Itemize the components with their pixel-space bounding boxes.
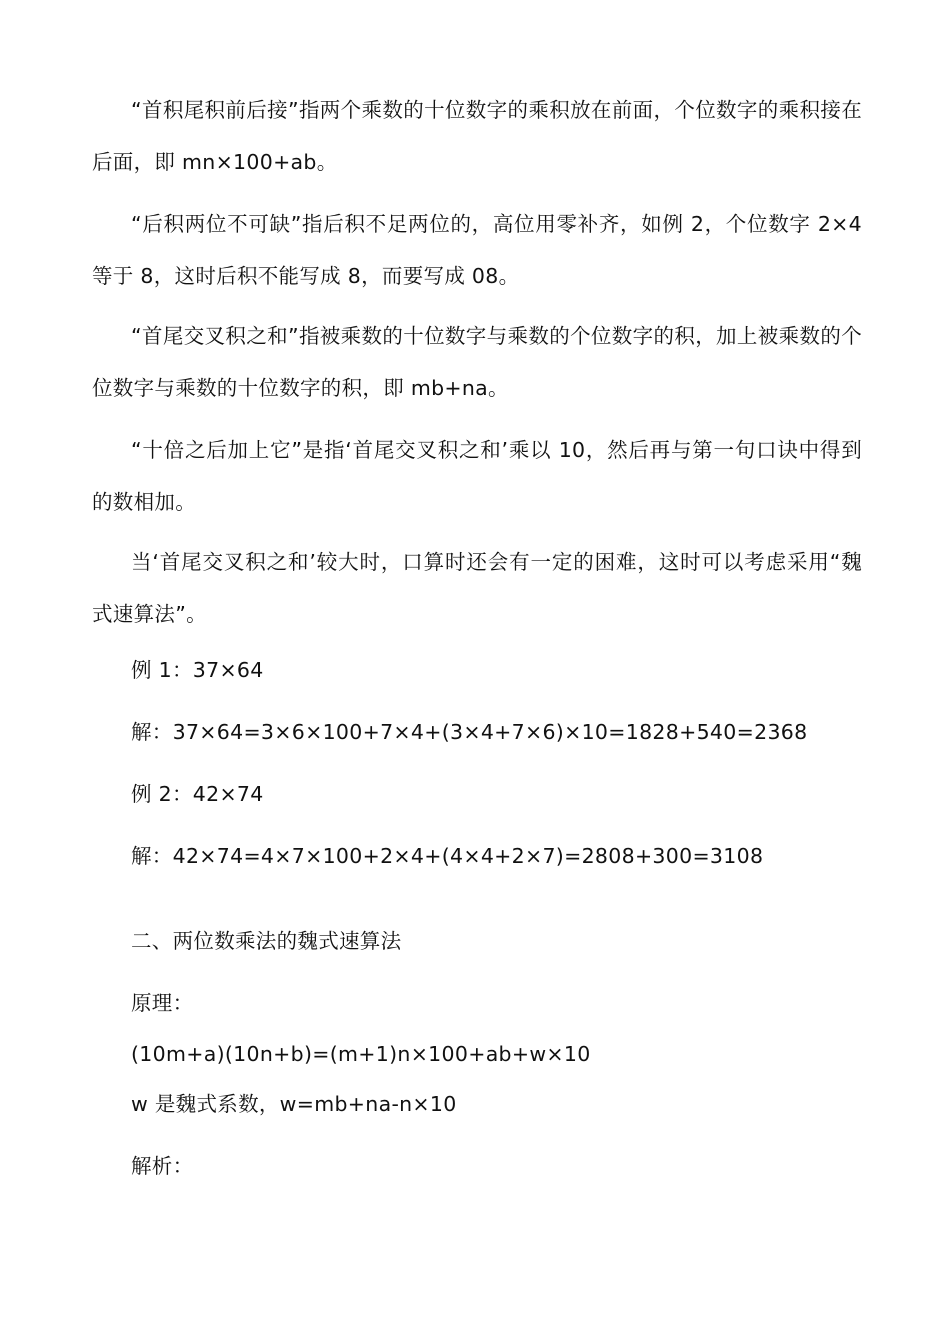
example-2-problem: 例 2：42×74 <box>131 782 264 806</box>
example-2-solution: 解：42×74=4×7×100+2×4+(4×4+2×7)=2808+300=3108 <box>131 844 764 868</box>
principle-formula: (10m+a)(10n+b)=(m+1)n×100+ab+w×10 <box>131 1042 591 1066</box>
principle-label: 原理： <box>131 991 194 1015</box>
wei-coefficient-definition: w 是魏式系数，w=mb+na-n×10 <box>131 1092 457 1116</box>
example-1-problem: 例 1：37×64 <box>131 658 264 682</box>
paragraph-wei-method-intro: 当‘首尾交叉积之和’较大时，口算时还会有一定的困难，这时可以考虑采用“魏式速算法”。 <box>92 550 862 626</box>
analysis-label: 解析： <box>131 1154 194 1178</box>
paragraph-head-tail-product: “首积尾积前后接”指两个乘数的十位数字的乘积放在前面，个位数字的乘积接在后面，即 mn×100+ab。 <box>92 98 862 174</box>
paragraph-two-digit-product: “后积两位不可缺”指后积不足两位的，高位用零补齐，如例 2，个位数字 2×4 等于 8，这时后积不能写成 8，而要写成 08。 <box>92 212 862 288</box>
section-heading: 二、两位数乘法的魏式速算法 <box>131 929 402 953</box>
paragraph-cross-product-sum: “首尾交叉积之和”指被乘数的十位数字与乘数的个位数字的积，加上被乘数的个位数字与乘数的十位数字的积，即 mb+na。 <box>92 324 862 400</box>
example-1-solution: 解：37×64=3×6×100+7×4+(3×4+7×6)×10=1828+540=2368 <box>131 720 808 744</box>
paragraph-times-ten: “十倍之后加上它”是指‘首尾交叉积之和’乘以 10，然后再与第一句口诀中得到的数相加。 <box>92 438 862 514</box>
